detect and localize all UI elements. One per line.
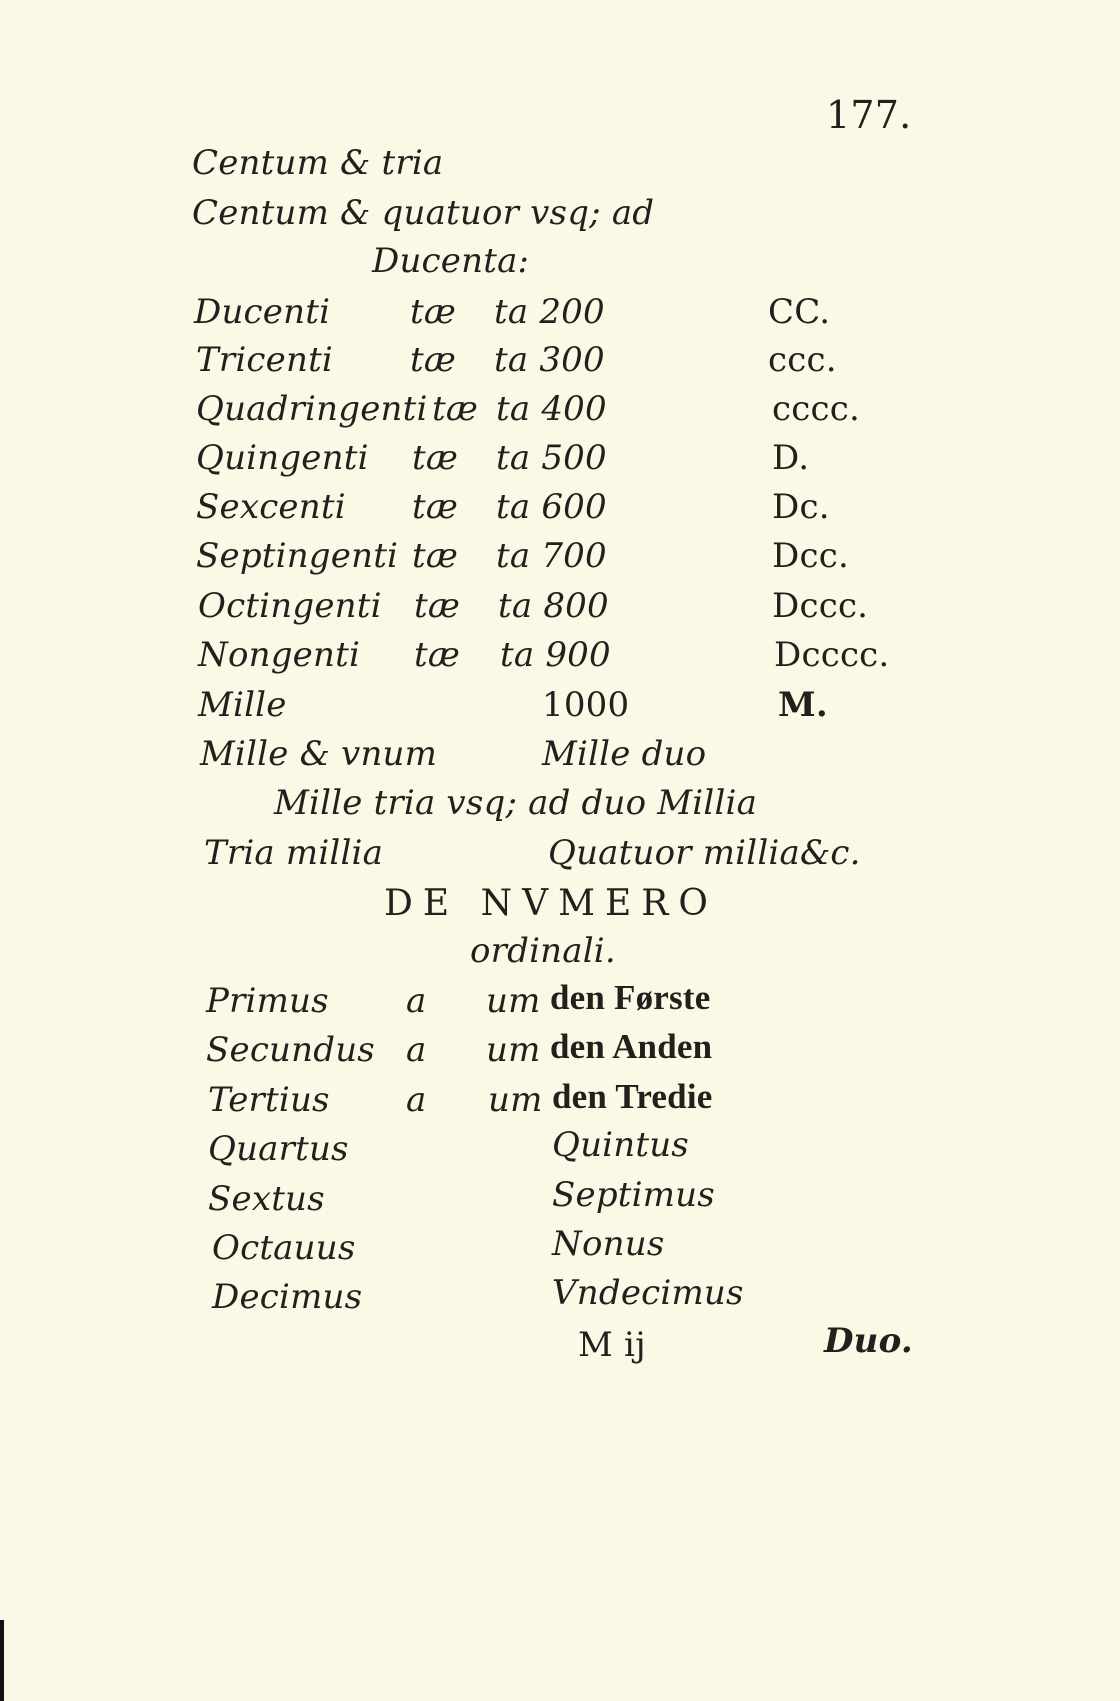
page-edge-mark <box>0 1620 4 1701</box>
ordinal-ending: a <box>406 1080 427 1120</box>
hundreds-ending: tæ <box>432 389 479 429</box>
hundreds-value: ta 900 <box>500 635 611 675</box>
ordinal-pair-left: Decimus <box>212 1277 363 1317</box>
hundreds-name: Quadringenti <box>196 389 428 429</box>
hundreds-value: ta 500 <box>496 438 607 478</box>
ordinal-ending: a <box>406 981 427 1021</box>
mille-word: Mille <box>198 685 287 725</box>
hundreds-name: Nongenti <box>198 635 361 675</box>
hundreds-ending: tæ <box>412 438 459 478</box>
hundreds-value: ta 800 <box>498 586 609 626</box>
hundreds-roman: ccc. <box>768 340 837 380</box>
intro-line: Centum & tria <box>192 143 444 183</box>
ordinal-suffix: um <box>486 981 541 1021</box>
hundreds-roman: Dcc. <box>772 536 849 576</box>
ordinal-latin: Tertius <box>208 1080 330 1120</box>
intro-line: Centum & quatuor vsq; ad <box>192 193 655 233</box>
intro-line: Ducenta: <box>372 241 530 281</box>
ordinal-suffix: um <box>488 1080 543 1120</box>
ordinal-pair-right: Nonus <box>552 1224 665 1264</box>
hundreds-ending: tæ <box>410 292 457 332</box>
mille-roman: M. <box>778 685 828 725</box>
mille-line-bottom-right: Quatuor millia&c. <box>548 833 861 873</box>
ordinal-danish: den Anden <box>550 1027 713 1066</box>
hundreds-name: Septingenti <box>196 536 399 576</box>
hundreds-roman: D. <box>772 438 810 478</box>
page-number: 177. <box>826 93 912 137</box>
hundreds-name: Sexcenti <box>196 487 346 527</box>
ordinal-pair-left: Octauus <box>212 1228 356 1268</box>
ordinal-danish: den Tredie <box>552 1077 713 1116</box>
mille-number: 1000 <box>542 685 630 725</box>
section-subheading: ordinali. <box>470 931 616 971</box>
ordinal-suffix: um <box>486 1030 541 1070</box>
hundreds-value: ta 400 <box>496 389 607 429</box>
hundreds-name: Ducenti <box>194 292 331 332</box>
ordinal-latin: Secundus <box>206 1030 375 1070</box>
mille-line-right: Mille duo <box>542 734 707 774</box>
mille-line-bottom-left: Tria millia <box>204 833 384 873</box>
hundreds-name: Quingenti <box>196 438 369 478</box>
ordinal-pair-right: Septimus <box>552 1175 715 1215</box>
hundreds-roman: Dcccc. <box>774 635 890 675</box>
catchword: Duo. <box>824 1321 913 1361</box>
hundreds-value: ta 300 <box>494 340 605 380</box>
signature-mark: M ij <box>578 1325 646 1365</box>
hundreds-ending: tæ <box>410 340 457 380</box>
hundreds-ending: tæ <box>412 536 459 576</box>
ordinal-danish: den Første <box>550 978 711 1017</box>
hundreds-ending: tæ <box>414 586 461 626</box>
ordinal-pair-left: Sextus <box>208 1179 325 1219</box>
hundreds-name: Octingenti <box>198 586 382 626</box>
ordinal-ending: a <box>406 1030 427 1070</box>
hundreds-roman: CC. <box>768 292 831 332</box>
hundreds-roman: cccc. <box>772 389 860 429</box>
hundreds-ending: tæ <box>412 487 459 527</box>
hundreds-value: ta 700 <box>496 536 607 576</box>
mille-line-left: Mille & vnum <box>200 734 438 774</box>
section-heading: DE NVMERO <box>384 883 718 924</box>
mille-line-middle: Mille tria vsq; ad duo Millia <box>274 783 758 823</box>
ordinal-pair-right: Quintus <box>552 1125 689 1165</box>
ordinal-latin: Primus <box>206 981 329 1021</box>
hundreds-name: Tricenti <box>196 340 334 380</box>
hundreds-value: ta 200 <box>494 292 605 332</box>
hundreds-ending: tæ <box>414 635 461 675</box>
hundreds-roman: Dc. <box>772 487 830 527</box>
ordinal-pair-right: Vndecimus <box>552 1273 744 1313</box>
hundreds-roman: Dccc. <box>772 586 869 626</box>
hundreds-value: ta 600 <box>496 487 607 527</box>
ordinal-pair-left: Quartus <box>208 1129 349 1169</box>
